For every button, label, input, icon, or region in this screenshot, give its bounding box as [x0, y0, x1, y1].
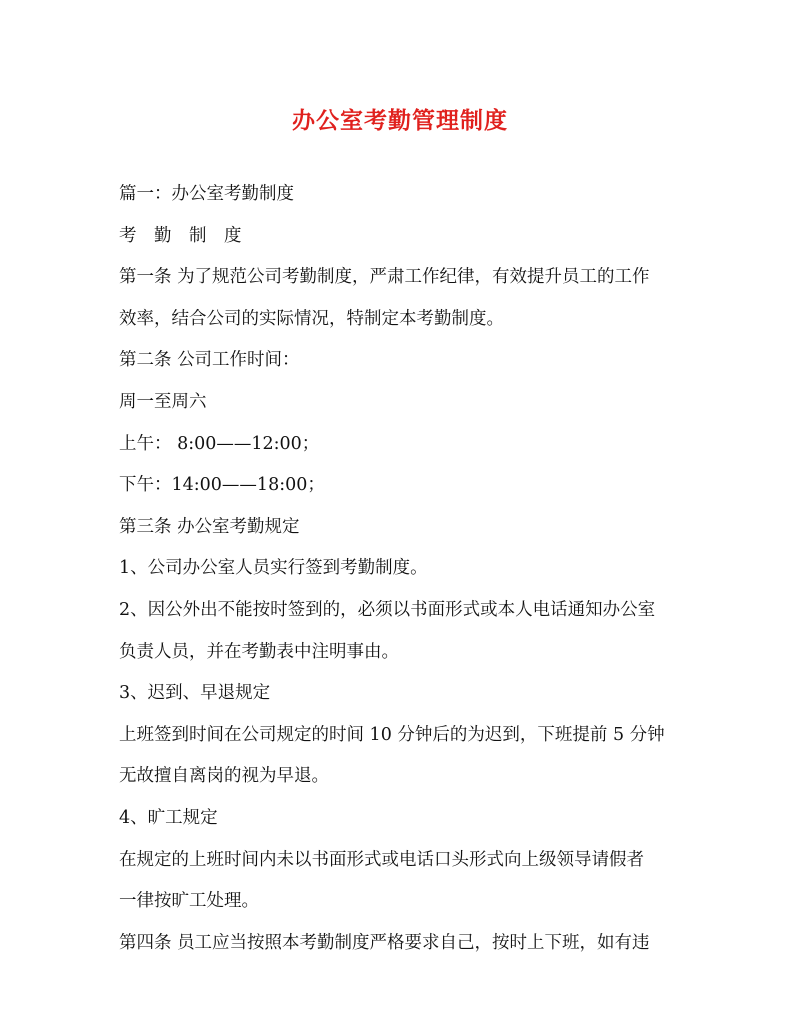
paragraph-line: 下午：14:00——18:00； [119, 475, 325, 496]
paragraph-line: 第三条 办公室考勤规定 [119, 516, 300, 537]
paragraph-line: 第一条 为了规范公司考勤制度，严肃工作纪律，有效提升员工的工作 [119, 267, 650, 288]
paragraph-line: 负责人员，并在考勤表中注明事由。 [119, 641, 399, 662]
paragraph-line: 篇一：办公室考勤制度 [119, 184, 294, 204]
paragraph-line: 在规定的上班时间内未以书面形式或电话口头形式向上级领导请假者 [119, 849, 644, 870]
paragraph-line: 考 勤 制 度 [119, 225, 242, 246]
paragraph-line: 周一至周六 [119, 391, 207, 412]
paragraph-line: 无故擅自离岗的视为早退。 [119, 766, 329, 787]
document-body [119, 176, 689, 966]
paragraph-line: 3、迟到、早退规定 [119, 683, 271, 704]
paragraph-line: 第四条 员工应当按照本考勤制度严格要求自己，按时上下班，如有违 [119, 932, 650, 953]
document-title: 办公室考勤管理制度 [292, 107, 508, 134]
paragraph-line: 第二条 公司工作时间： [119, 350, 300, 371]
paragraph-line: 2、因公外出不能按时签到的，必须以书面形式或本人电话通知办公室 [119, 599, 656, 620]
paragraph-line: 1、公司办公室人员实行签到考勤制度。 [119, 558, 428, 579]
paragraph-line: 效率，结合公司的实际情况，特制定本考勤制度。 [119, 308, 504, 329]
paragraph-line: 上午： 8:00——12:00； [119, 433, 320, 454]
paragraph-line: 上班签到时间在公司规定的时间 10 分钟后的为迟到，下班提前 5 分钟 [119, 724, 665, 745]
paragraph-line: 一律按旷工处理。 [119, 891, 259, 912]
paragraph-line: 4、旷工规定 [119, 807, 218, 828]
